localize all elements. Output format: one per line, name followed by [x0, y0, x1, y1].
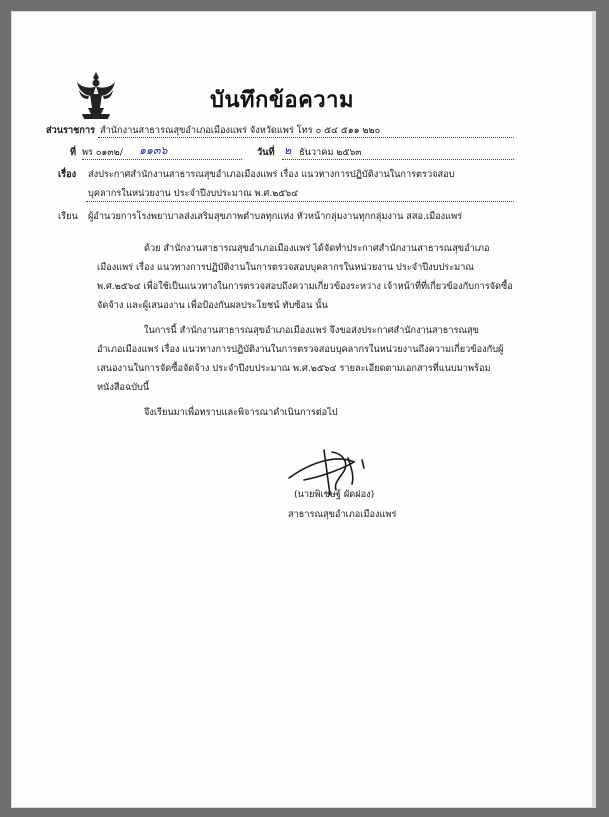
para1-line-3: พ.ศ.๒๕๖๔ เพื่อใช้เป็นแนวทางในการตรวจสอบถึงความเกี่ยวข้องระหว่าง เจ้าหน้าที่ที่เกี่ยวข้องกับการจัดซื้อ	[97, 281, 513, 292]
ref-underline	[82, 159, 242, 160]
to-label: เรียน	[58, 211, 78, 222]
agency-label: ส่วนราชการ	[46, 125, 96, 136]
para1-line-4: จัดจ้าง และผู้เสนองาน เพื่อป้องกันผลประโยชน์ ทับซ้อน นั้น	[97, 300, 328, 311]
date-day-handwritten: ๒	[284, 144, 292, 157]
para2-line-4: หนังสือฉบับนี้	[97, 382, 150, 393]
memo-title: บันทึกข้อความ	[210, 88, 355, 113]
para1-line-2: เมืองแพร่ เรื่อง แนวทางการปฏิบัติงานในการตรวจสอบบุคลากรในหน่วยงาน ประจำปีงบประมาณ	[97, 262, 474, 273]
to-value: ผู้อำนวยการโรงพยาบาลส่งเสริมสุขภาพตำบลทุกแห่ง หัวหน้ากลุ่มงานทุกกลุ่มงาน สสอ.เมืองแพร่	[88, 211, 463, 222]
memo-page	[12, 12, 595, 807]
closing-text: จึงเรียนมาเพื่อทราบและพิจารณาดำเนินการต่อไป	[144, 407, 338, 418]
subject-line-2: บุคลากรในหน่วยงาน ประจำปีงบประมาณ พ.ศ.๒๕๖๔	[88, 188, 299, 199]
agency-value: สำนักงานสาธารณสุขอำเภอเมืองแพร่ จังหวัดแพร่ โทร ๐ ๕๔ ๕๑๑ ๒๒๐	[100, 125, 381, 136]
para2-line-3: เสนองานในการจัดซื้อจัดจ้าง ประจำปีงบประมาณ พ.ศ.๒๕๖๔ รายละเอียดตามเอกสารที่แนบมาพร้อม	[97, 363, 491, 374]
date-underline	[282, 159, 514, 160]
para2-line-2: อำเภอเมืองแพร่ เรื่อง แนวทางการปฏิบัติงานในการตรวจสอบบุคลากรในหน่วยงานถึงความเกี่ยวข้องกับผู้	[97, 344, 504, 355]
agency-underline	[98, 137, 514, 138]
date-label: วันที่	[257, 147, 275, 158]
ref-prefix: พร ๐๑๓๒/	[82, 147, 123, 158]
signer-name: (นายพิเชษฐ์ ผัดผ่อง)	[294, 489, 375, 500]
ref-label: ที่	[70, 147, 77, 158]
signer-title: สาธารณสุขอำเภอเมืองแพร่	[288, 509, 397, 520]
date-rest: ธันวาคม ๒๕๖๓	[299, 147, 362, 158]
garuda-emblem-icon	[76, 70, 116, 122]
subject-label: เรื่อง	[58, 169, 77, 180]
subject-underline	[86, 201, 514, 202]
ref-number-handwritten: ๑๑๓๖	[139, 144, 168, 157]
para1-line-1: ด้วย สำนักงานสาธารณสุขอำเภอเมืองแพร่ ได้จัดทำประกาศสำนักงานสาธารณสุขอำเภอ	[144, 243, 490, 254]
subject-line-1: ส่งประกาศสำนักงานสาธารณสุขอำเภอเมืองแพร่ เรื่อง แนวทางการปฏิบัติงานในการตรวจสอบ	[88, 169, 455, 180]
para2-line-1: ในการนี้ สำนักงานสาธารณสุขอำเภอเมืองแพร่ จึงขอส่งประกาศสำนักงานสาธารณสุข	[144, 325, 479, 336]
